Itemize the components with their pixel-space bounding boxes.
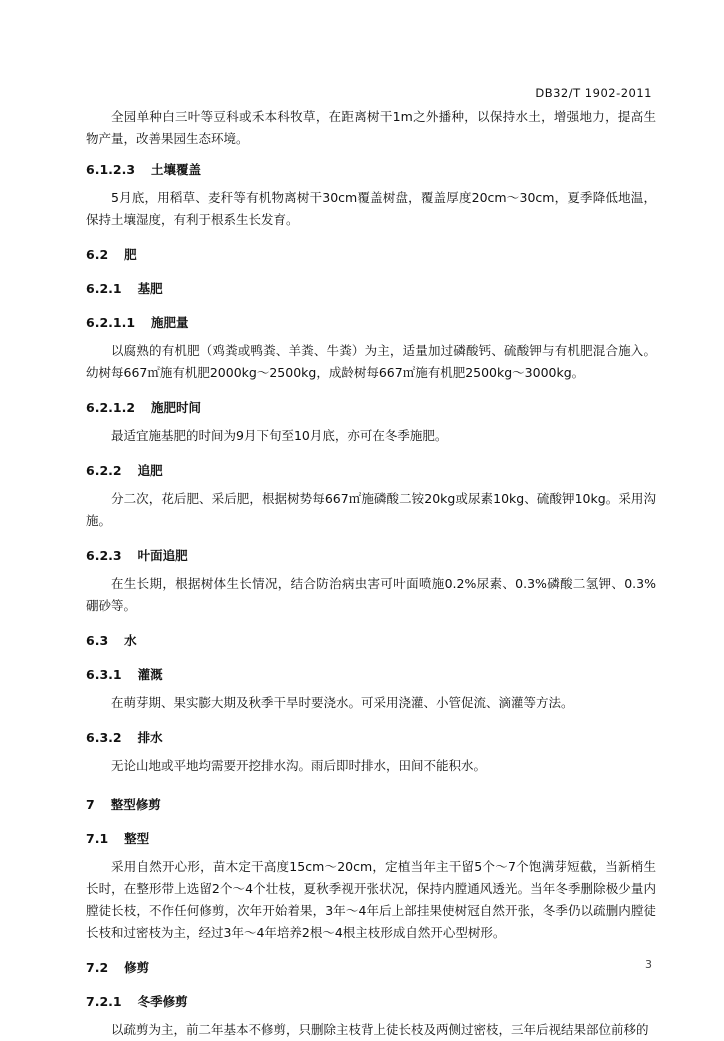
section-title: 灌溉	[137, 667, 163, 682]
section-heading	[86, 398, 656, 418]
section-heading	[86, 665, 656, 685]
page-number: 3	[645, 958, 652, 971]
section-heading	[86, 160, 656, 180]
paragraph: 以腐熟的有机肥（鸡粪或鸭粪、羊粪、牛粪）为主，适量加过磷酸钙、硫酸钾与有机肥混合施入。幼树每667㎡施有机肥2000kg～2500kg，成龄树每667㎡施有机肥2500kg～3000kg。	[86, 343, 656, 380]
section-title: 整型	[124, 831, 150, 846]
section-heading	[86, 958, 656, 978]
section-title: 基肥	[137, 281, 163, 296]
section-number: 7.1	[86, 831, 109, 846]
section-title: 施肥时间	[151, 400, 202, 415]
paragraph: 采用自然开心形，苗木定干高度15cm～20cm，定植当年主干留5个～7个饱满芽短截，当新梢生长时，在整形带上选留2个～4个壮枝，夏秋季视开张状况，保持内膛通风透光。当年冬季删除极少量内膛徒长枝，不作任何修剪，次年开始着果，3年～4年后上部挂果使树冠自然开张，冬季仍以疏删内膛徒长枝和过密枝为主，经过3年～4年培养2根～4根主枝形成自然开心型树形。	[86, 859, 656, 940]
section-heading	[86, 461, 656, 481]
section-number: 7	[86, 797, 95, 812]
paragraph: 在生长期，根据树体生长情况，结合防治病虫害可叶面喷施0.2%尿素、0.3%磷酸二氢钾、0.3%硼砂等。	[86, 576, 656, 613]
paragraph: 5月底，用稻草、麦秆等有机物离树干30cm覆盖树盘，覆盖厚度20cm～30cm，夏季降低地温，保持土壤湿度，有利于根系生长发育。	[86, 190, 656, 227]
paragraph: 在萌芽期、果实膨大期及秋季干旱时要浇水。可采用浇灌、小管促流、滴灌等方法。	[111, 695, 574, 710]
section-title: 水	[124, 633, 137, 648]
section-number: 7.2	[86, 960, 109, 975]
section-heading	[86, 728, 656, 748]
section-heading	[86, 631, 656, 651]
section-title: 施肥量	[151, 315, 189, 330]
section-number: 6.2	[86, 247, 109, 262]
section-title: 整型修剪	[110, 797, 161, 812]
section-heading	[86, 829, 656, 849]
section-title: 修剪	[124, 960, 150, 975]
section-number: 6.2.1	[86, 281, 122, 296]
section-heading	[86, 992, 656, 1012]
section-heading	[86, 546, 656, 566]
section-number: 6.3.1	[86, 667, 122, 682]
paragraph: 以疏剪为主，前二年基本不修剪，只删除主枝背上徒长枝及两侧过密枝，三年后视结果部位前移的	[111, 1022, 649, 1037]
section-title: 叶面追肥	[137, 548, 188, 563]
section-number: 6.3.2	[86, 730, 122, 745]
paragraph: 全园单种白三叶等豆科或禾本科牧草，在距离树干1m之外播种，以保持水土，增强地力，提高生物产量，改善果园生态环境。	[86, 109, 656, 146]
section-number: 6.2.2	[86, 463, 122, 478]
section-number: 6.1.2.3	[86, 162, 136, 177]
section-number: 6.3	[86, 633, 109, 648]
paragraph: 无论山地或平地均需要开挖排水沟。雨后即时排水，田间不能积水。	[111, 758, 487, 773]
section-number: 6.2.3	[86, 548, 122, 563]
paragraph: 最适宜施基肥的时间为9月下旬至10月底，亦可在冬季施肥。	[111, 428, 448, 443]
section-number: 7.2.1	[86, 994, 122, 1009]
section-number: 6.2.1.1	[86, 315, 136, 330]
section-heading	[86, 279, 656, 299]
document-body	[86, 106, 656, 1041]
section-title: 排水	[137, 730, 163, 745]
section-title: 肥	[124, 247, 137, 262]
paragraph: 分二次，花后肥、采后肥，根据树势每667㎡施磷酸二铵20kg或尿素10kg、硫酸钾10kg。采用沟施。	[86, 491, 656, 528]
section-heading	[86, 795, 656, 815]
section-heading	[86, 245, 656, 265]
section-title: 土壤覆盖	[151, 162, 202, 177]
section-number: 6.2.1.2	[86, 400, 136, 415]
document-code: DB32/T 1902-2011	[535, 86, 652, 100]
section-heading	[86, 313, 656, 333]
section-title: 追肥	[137, 463, 163, 478]
section-title: 冬季修剪	[137, 994, 188, 1009]
